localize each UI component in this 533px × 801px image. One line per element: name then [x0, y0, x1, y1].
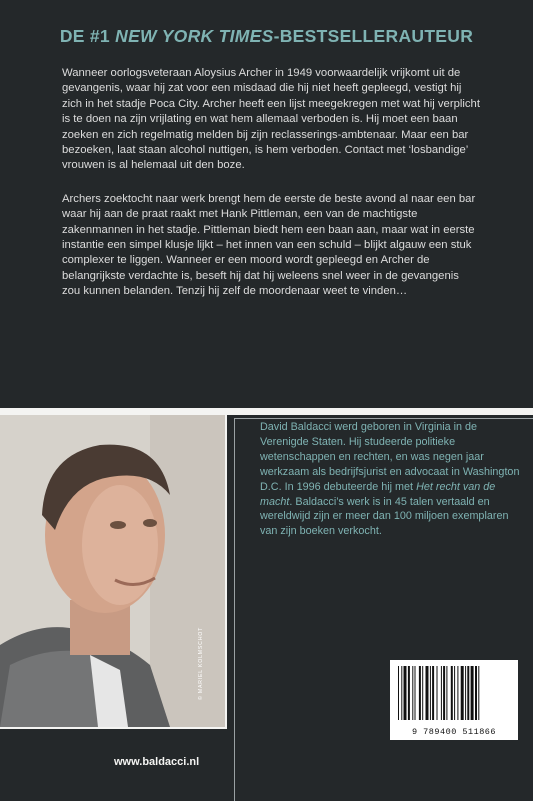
barcode-bar: [422, 666, 423, 720]
divider-band: [0, 408, 533, 415]
blurb: [62, 66, 480, 318]
isbn-number: 9 789400 511866: [411, 727, 496, 737]
author-bio: [260, 420, 522, 539]
barcode-bar: [457, 666, 458, 720]
barcode-bar: [467, 666, 469, 720]
barcode-bar: [430, 666, 431, 720]
barcode-bar: [446, 666, 447, 720]
barcode-bar: [404, 666, 407, 720]
barcode-bar: [415, 666, 416, 720]
barcode-bar: [408, 666, 410, 720]
photo-credit: © MARIEL KOLMSCHOT: [198, 626, 204, 700]
headline: [0, 26, 533, 47]
barcode-bar: [401, 666, 402, 720]
headline-prefix: DE #1: [59, 26, 116, 46]
barcode-bar: [441, 666, 442, 720]
barcode-bar: [475, 666, 477, 720]
barcode-bar: [461, 666, 464, 720]
barcode-bars: [396, 666, 512, 720]
author-portrait-illustration: [0, 415, 225, 727]
barcode-bar: [471, 666, 474, 720]
barcode-bar: [398, 666, 399, 720]
barcode-bar: [432, 666, 434, 720]
bio-text-2: . Baldacci’s werk is in 45 talen vertaald en wereldwijd zijn er meer dan 100 miljoen exemplaren van zijn boeken verkocht.: [260, 495, 509, 538]
headline-italic: NEW YORK TIMES: [115, 26, 274, 46]
barcode-bar: [478, 666, 479, 720]
barcode-bar: [419, 666, 421, 720]
blurb-paragraph-1: Wanneer oorlogsveteraan Aloysius Archer in 1949 voorwaardelijk vrijkomt uit de gevangenis, waar hij zat voor een misdaad die hij niet heeft gepleegd, vestigt hij zich in het stadje Poca City. Archer heeft een lijst meegekregen met wat hij verplicht is te doen na zijn vrijlating en wat hem allemaal verboden is. Hij moet een baan zoeken en zich regelmatig melden bij zijn reclasserings-ambtenaar. Maar een bar bezoeken, laat staan alcohol nuttigen, is hem verboden. Contact met ‘losbandige’ vrouwen is al helemaal uit den boze.: [62, 67, 480, 172]
headline-suffix: -BESTSELLERAUTEUR: [273, 26, 474, 46]
barcode-bar: [454, 666, 455, 720]
bio-book-title: Het recht van de macht: [260, 480, 496, 508]
author-photo: [0, 415, 227, 729]
barcode-bar: [465, 666, 466, 720]
barcode-bar: [426, 666, 429, 720]
blurb-paragraph-2: Archers zoektocht naar werk brengt hem de eerste de beste avond al naar een bar waar hij aan de praat raakt met Hank Pittleman, een van de machtigste zakenmannen in het stadje. Pittleman biedt hem een baan aan, maar wat in eerste instantie een simpel klusje lijkt – het innen van een schuld – blijkt algauw een stuk complexer te liggen. Wanneer er een moord wordt gepleegd en Archer de belangrijkste verdachte is, beseft hij dat hij weleens snel weer in de gevangenis zou kunnen belanden. Tenzij hij zelf de moordenaar weet te vinden…: [62, 192, 476, 298]
barcode-bar: [443, 666, 445, 720]
website-link[interactable]: www.baldacci.nl: [114, 756, 200, 768]
isbn-barcode: [390, 660, 518, 740]
barcode-bar: [437, 666, 438, 720]
barcode-bar: [451, 666, 453, 720]
barcode-bar: [412, 666, 413, 720]
bio-text-1: David Baldacci werd geboren in Virginia in de Verenigde Staten. Hij studeerde politieke wetenschappen en rechten, en was negen jaar werkzaam als bedrijfsjurist en advocaat in Washington D.C. In 1996 debuteerde hij met: [260, 421, 520, 493]
